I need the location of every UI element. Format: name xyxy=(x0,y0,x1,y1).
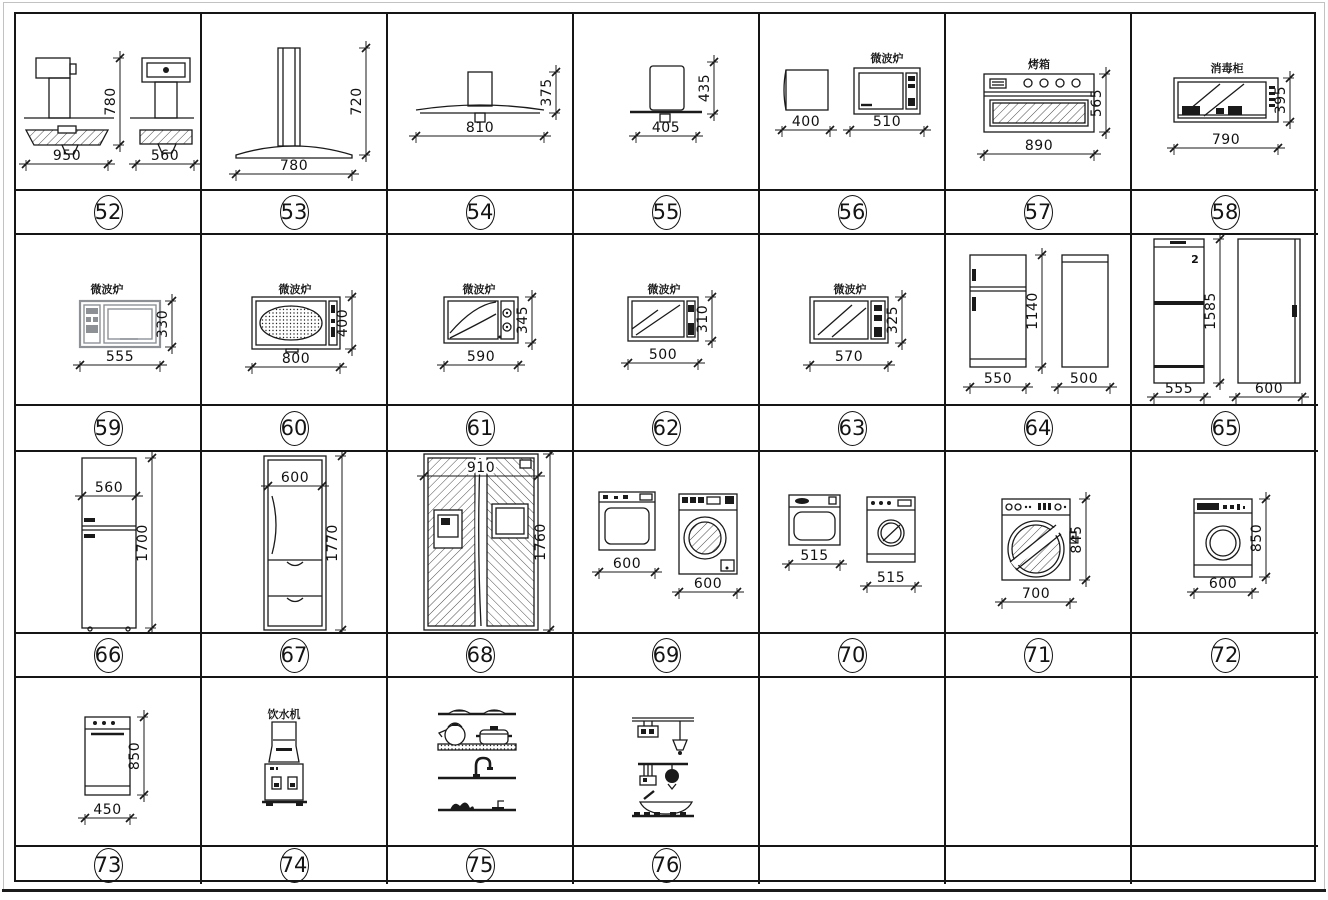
number-cell xyxy=(760,634,946,678)
dim-width xyxy=(1051,371,1117,394)
dim-label: 600 xyxy=(1254,381,1284,397)
number-cell xyxy=(388,847,574,884)
dim-label: 850 xyxy=(127,741,143,771)
dim-width xyxy=(245,351,347,374)
block-69 xyxy=(574,452,760,634)
dim-label: 810 xyxy=(465,120,495,136)
dim-height xyxy=(1203,235,1224,390)
block-number: 69 xyxy=(652,642,680,667)
block-number-bubble xyxy=(280,411,309,446)
appliance-label: 微波炉 xyxy=(278,283,312,296)
washing-machine-drawing xyxy=(760,452,944,632)
dim-height xyxy=(325,452,346,632)
dim-label: 325 xyxy=(885,305,901,335)
front-load-washer-drawing xyxy=(1132,452,1316,632)
dim-label: 1585 xyxy=(1203,292,1219,330)
appliance-art xyxy=(632,718,694,816)
dim-label: 450 xyxy=(93,802,122,818)
oven-drawing xyxy=(946,14,1130,189)
dim-width xyxy=(860,570,922,593)
number-cell xyxy=(946,191,1132,235)
dim-width xyxy=(75,480,143,503)
dim-label: 500 xyxy=(1069,371,1099,387)
dim-label: 500 xyxy=(648,347,678,363)
block-52 xyxy=(16,14,202,191)
dim-label: 510 xyxy=(872,114,902,130)
sheet-bottom-border xyxy=(2,889,1326,892)
island-range-hood-drawing xyxy=(16,14,200,189)
block-number: 63 xyxy=(838,415,866,440)
dim-width xyxy=(621,347,705,370)
washing-machine-drawing xyxy=(574,452,758,632)
number-cell xyxy=(574,191,760,235)
sterilizer-cabinet-drawing xyxy=(1132,14,1316,189)
empty-number-cell xyxy=(1132,847,1318,884)
block-59 xyxy=(16,235,202,406)
dim-label: 600 xyxy=(612,556,642,572)
dim-label: 780 xyxy=(103,87,119,116)
block-number-bubble xyxy=(466,195,495,230)
block-number: 59 xyxy=(94,415,122,440)
block-71 xyxy=(946,452,1132,634)
block-number: 57 xyxy=(1024,199,1052,224)
dim-label: 395 xyxy=(1273,85,1289,115)
block-64 xyxy=(946,235,1132,406)
microwave-drawing xyxy=(388,235,572,404)
dim-label: 845 xyxy=(1069,525,1085,554)
block-62 xyxy=(574,235,760,406)
block-number: 52 xyxy=(94,199,122,224)
appliance-art xyxy=(630,66,702,122)
dim-width xyxy=(1229,381,1309,404)
block-63 xyxy=(760,235,946,406)
block-number-bubble xyxy=(94,195,123,230)
appliance-art xyxy=(810,297,888,343)
block-55 xyxy=(574,14,760,191)
block-number: 64 xyxy=(1024,415,1052,440)
refrigerator-drawing xyxy=(16,452,200,632)
dim-height xyxy=(539,65,560,120)
dim-label: 700 xyxy=(1021,586,1051,602)
empty-cell xyxy=(1132,678,1318,847)
block-74 xyxy=(202,678,388,847)
number-cell xyxy=(574,406,760,452)
block-number: 71 xyxy=(1024,642,1052,667)
block-54 xyxy=(388,14,574,191)
curved-glass-range-hood-drawing xyxy=(388,14,572,189)
block-number: 61 xyxy=(466,415,494,440)
block-number-bubble xyxy=(94,411,123,446)
appliance-label: 消毒柜 xyxy=(1210,62,1244,75)
block-number: 68 xyxy=(466,642,494,667)
dishwasher-drawing xyxy=(16,678,200,845)
dim-height xyxy=(135,452,156,632)
dim-label: 555 xyxy=(105,349,135,365)
block-66 xyxy=(16,452,202,634)
block-number: 56 xyxy=(838,199,866,224)
number-cell xyxy=(388,406,574,452)
block-number: 72 xyxy=(1211,642,1239,667)
appliance-art xyxy=(85,717,130,795)
block-number-bubble xyxy=(1211,195,1240,230)
number-cell xyxy=(760,191,946,235)
dim-label: 555 xyxy=(1164,381,1194,397)
number-cell xyxy=(16,634,202,678)
block-number-bubble xyxy=(280,848,309,883)
block-number-bubble xyxy=(94,848,123,883)
appliance-label: 微波炉 xyxy=(90,283,124,296)
dim-width xyxy=(78,802,137,825)
dim-label: 435 xyxy=(697,73,713,103)
dim-height xyxy=(349,41,370,162)
appliance-label: 微波炉 xyxy=(833,283,867,296)
number-cell xyxy=(1132,634,1318,678)
dim-width xyxy=(977,138,1101,161)
microwave-drawing xyxy=(760,235,944,404)
number-cell xyxy=(202,406,388,452)
block-number-bubble xyxy=(838,638,867,673)
appliance-art xyxy=(236,48,352,158)
dim-label: 890 xyxy=(1024,138,1054,154)
number-cell xyxy=(1132,406,1318,452)
dim-height xyxy=(1069,492,1090,587)
refrigerator-drawing xyxy=(202,452,386,632)
appliance-art xyxy=(984,74,1094,132)
block-number-bubble xyxy=(838,411,867,446)
appliance-art xyxy=(416,72,544,122)
block-number-bubble xyxy=(1024,638,1053,673)
appliance-label: 微波炉 xyxy=(647,283,681,296)
block-number: 53 xyxy=(280,199,308,224)
block-number-bubble xyxy=(1024,411,1053,446)
empty-cell xyxy=(946,678,1132,847)
number-cell xyxy=(202,191,388,235)
dim-label: 400 xyxy=(791,114,821,130)
block-number-bubble xyxy=(838,195,867,230)
dim-label: 550 xyxy=(983,371,1013,387)
appliance-art xyxy=(438,710,516,810)
dim-height xyxy=(1025,248,1046,374)
front-load-washer-drawing xyxy=(946,452,1130,632)
dim-height xyxy=(335,290,356,356)
dim-label: 345 xyxy=(515,305,531,335)
block-67 xyxy=(202,452,388,634)
dim-label: 560 xyxy=(150,148,180,164)
block-56 xyxy=(760,14,946,191)
appliance-label: 烤箱 xyxy=(1028,58,1050,71)
number-cell xyxy=(16,847,202,884)
dim-label: 515 xyxy=(800,548,829,564)
side-by-side-refrigerator-drawing xyxy=(388,452,572,632)
dim-width xyxy=(963,371,1033,394)
dim-width xyxy=(592,556,662,579)
block-76 xyxy=(574,678,760,847)
number-cell xyxy=(574,847,760,884)
dim-label: 1700 xyxy=(135,524,151,562)
dim-width xyxy=(19,148,115,171)
dim-width xyxy=(73,349,167,372)
block-75 xyxy=(388,678,574,847)
block-number: 70 xyxy=(838,642,866,667)
dim-width xyxy=(1187,576,1259,599)
number-cell xyxy=(16,191,202,235)
dim-width xyxy=(843,114,931,137)
appliance-art xyxy=(424,454,538,630)
appliance-art xyxy=(784,68,920,114)
appliance-art xyxy=(262,722,307,806)
block-number: 54 xyxy=(466,199,494,224)
block-57 xyxy=(946,14,1132,191)
block-number: 76 xyxy=(652,853,680,877)
block-number: 55 xyxy=(652,199,680,224)
dim-label: 720 xyxy=(349,87,365,116)
block-number-bubble xyxy=(1211,638,1240,673)
dim-label: 600 xyxy=(1208,576,1238,592)
block-number-bubble xyxy=(94,638,123,673)
block-number-bubble xyxy=(466,411,495,446)
block-73 xyxy=(16,678,202,847)
empty-cell xyxy=(760,678,946,847)
dim-label: 310 xyxy=(695,304,711,334)
appliance-art xyxy=(1174,78,1278,122)
dim-label: 800 xyxy=(281,351,311,367)
dim-width xyxy=(1147,381,1211,404)
number-cell xyxy=(388,634,574,678)
dim-label: 950 xyxy=(52,148,82,164)
block-number: 73 xyxy=(94,853,122,877)
dim-height xyxy=(1089,67,1110,139)
block-number-bubble xyxy=(652,638,681,673)
appliance-art xyxy=(444,297,518,343)
block-61 xyxy=(388,235,574,406)
appliance-label: 微波炉 xyxy=(870,52,904,65)
block-53 xyxy=(202,14,388,191)
number-cell xyxy=(16,406,202,452)
number-cell xyxy=(946,634,1132,678)
water-dispenser-drawing xyxy=(202,678,386,845)
appliance-label: 饮水机 xyxy=(267,708,301,721)
block-number-bubble xyxy=(280,638,309,673)
dim-width xyxy=(803,349,895,372)
appliance-art xyxy=(1154,239,1300,383)
appliance-art xyxy=(628,297,698,341)
dim-width xyxy=(229,158,359,181)
number-cell xyxy=(1132,191,1318,235)
number-cell xyxy=(760,406,946,452)
block-number: 62 xyxy=(652,415,680,440)
dim-label: 600 xyxy=(280,470,310,486)
block-number: 67 xyxy=(280,642,308,667)
empty-number-cell xyxy=(760,847,946,884)
appliance-art xyxy=(80,301,160,347)
block-60 xyxy=(202,235,388,406)
number-cell xyxy=(202,634,388,678)
number-cell xyxy=(946,406,1132,452)
block-number: 60 xyxy=(280,415,308,440)
dim-label: 1140 xyxy=(1025,292,1041,330)
refrigerator-drawing xyxy=(1132,235,1316,404)
dim-label: 570 xyxy=(834,349,864,365)
dim-width xyxy=(1167,132,1285,155)
microwave-drawing xyxy=(574,235,758,404)
block-number-bubble xyxy=(652,411,681,446)
dim-label: 400 xyxy=(335,308,351,338)
dim-height xyxy=(103,51,124,152)
block-65 xyxy=(1132,235,1318,406)
empty-number-cell xyxy=(946,847,1132,884)
block-number: 58 xyxy=(1211,199,1239,224)
brand-logo: 2 xyxy=(1191,253,1199,266)
block-68 xyxy=(388,452,574,634)
dim-label: 910 xyxy=(466,460,496,476)
dim-width xyxy=(409,120,551,143)
dim-label: 850 xyxy=(1249,523,1265,553)
appliance-art xyxy=(252,297,340,352)
dim-height xyxy=(155,294,176,354)
appliance-art xyxy=(1002,499,1076,580)
dim-width xyxy=(129,148,200,171)
block-number-bubble xyxy=(280,195,309,230)
dim-height xyxy=(1273,71,1294,129)
appliance-label: 微波炉 xyxy=(462,283,496,296)
dim-label: 790 xyxy=(1211,132,1241,148)
dim-label: 560 xyxy=(94,480,124,496)
dim-width xyxy=(782,548,847,571)
dim-width xyxy=(261,470,329,493)
block-number-bubble xyxy=(466,638,495,673)
refrigerator-drawing xyxy=(946,235,1130,404)
kitchen-accessories-drawing xyxy=(388,678,572,845)
dim-label: 780 xyxy=(279,158,309,174)
microwave-drawing-gray xyxy=(16,235,200,404)
block-72 xyxy=(1132,452,1318,634)
block-58 xyxy=(1132,14,1318,191)
number-cell xyxy=(574,634,760,678)
block-number-bubble xyxy=(466,848,495,883)
dim-label: 1770 xyxy=(325,524,341,562)
dim-label: 590 xyxy=(466,349,496,365)
microwave-drawing xyxy=(760,14,944,189)
chimney-range-hood-drawing xyxy=(202,14,386,189)
block-number-bubble xyxy=(652,848,681,883)
block-number: 65 xyxy=(1211,415,1239,440)
block-number: 66 xyxy=(94,642,122,667)
dim-label: 1760 xyxy=(533,523,549,561)
block-number-bubble xyxy=(1211,411,1240,446)
number-cell xyxy=(202,847,388,884)
block-number: 74 xyxy=(280,853,308,877)
hanging-utensils-drawing xyxy=(574,678,758,845)
dim-label: 405 xyxy=(651,120,681,136)
appliance-art xyxy=(1194,499,1252,577)
number-cell xyxy=(388,191,574,235)
dim-label: 600 xyxy=(693,576,723,592)
block-70 xyxy=(760,452,946,634)
block-number-bubble xyxy=(652,195,681,230)
dim-label: 375 xyxy=(539,78,555,107)
dim-label: 565 xyxy=(1089,88,1105,118)
dim-width xyxy=(775,114,837,137)
dim-width xyxy=(995,586,1077,609)
slim-range-hood-drawing xyxy=(574,14,758,189)
dim-width xyxy=(629,120,703,143)
block-number: 75 xyxy=(466,853,494,877)
microwave-drawing xyxy=(202,235,386,404)
dim-label: 330 xyxy=(155,309,171,339)
dim-label: 515 xyxy=(876,570,906,586)
dim-width xyxy=(437,349,525,372)
dim-width xyxy=(672,576,744,599)
block-grid xyxy=(14,12,1316,882)
block-number-bubble xyxy=(1024,195,1053,230)
